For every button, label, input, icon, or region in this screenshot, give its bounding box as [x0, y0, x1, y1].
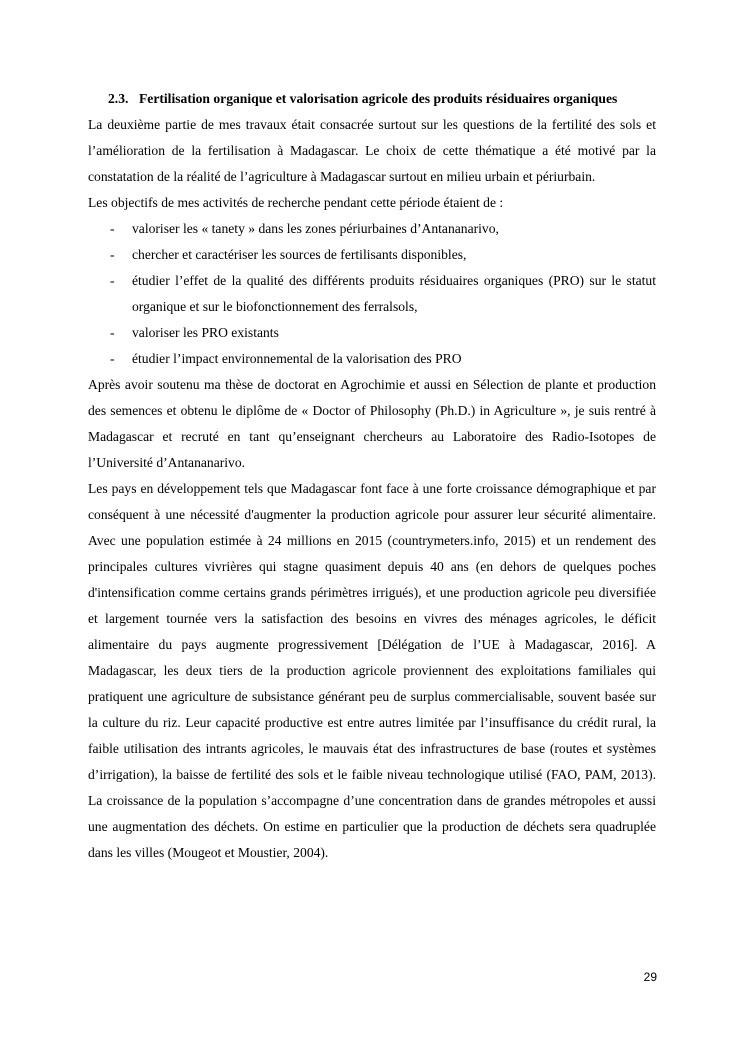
- list-dash: -: [110, 273, 115, 288]
- list-item: [88, 268, 656, 320]
- section-heading: [108, 86, 656, 112]
- background-paragraph: Après avoir soutenu ma thèse de doctorat en Agrochimie et aussi en Sélection de plante et production des semences et obtenu le diplôme de « Doctor of Philosophy (Ph.D.) in Agriculture », je suis rentré à Madagascar et recruté en tant qu’enseignant chercheurs au Laboratoire des Radio-Isotopes de l’Université d’Antananarivo.: [88, 377, 656, 470]
- page-number: 29: [643, 970, 657, 984]
- list-item-text: chercher et caractériser les sources de fertilisants disponibles,: [132, 247, 467, 262]
- list-item: [88, 242, 656, 268]
- list-item-text: valoriser les PRO existants: [132, 325, 279, 340]
- objectives-lead: Les objectifs de mes activités de recherche pendant cette période étaient de :: [88, 195, 504, 210]
- list-item-text: étudier l’effet de la qualité des différents produits résiduaires organiques (PRO) sur le statut organique et sur le biofonctionnement des ferralsols,: [132, 273, 656, 314]
- list-dash: -: [110, 325, 115, 340]
- list-dash: -: [110, 247, 115, 262]
- list-dash: -: [110, 221, 115, 236]
- section-title: Fertilisation organique et valorisation agricole des produits résiduaires organiques: [139, 91, 618, 106]
- list-item-text: valoriser les « tanety » dans les zones périurbaines d’Antananarivo,: [132, 221, 499, 236]
- list-item: [88, 320, 656, 346]
- objectives-list: [88, 216, 656, 372]
- list-item-text: étudier l’impact environnemental de la valorisation des PRO: [132, 351, 462, 366]
- intro-paragraph: La deuxième partie de mes travaux était consacrée surtout sur les questions de la fertilité des sols et l’amélioration de la fertilisation à Madagascar. Le choix de cette thématique a été motivé par la constatation de la réalité de l’agriculture à Madagascar surtout en milieu urbain et périurbain.: [88, 117, 656, 184]
- list-item: [88, 346, 656, 372]
- document-page: [88, 86, 656, 866]
- section-number: 2.3.: [108, 91, 129, 106]
- list-item: [88, 216, 656, 242]
- list-dash: -: [110, 351, 115, 366]
- context-paragraph: Les pays en développement tels que Madagascar font face à une forte croissance démographique et par conséquent à une nécessité d'augmenter la production agricole pour assurer leur sécurité alimentaire. Avec une population estimée à 24 millions en 2015 (countrymeters.info, 2015) et un rendement des principales cultures vivrières qui stagne quasiment depuis 40 ans (en dehors de quelques poches d'intensification comme certains grands périmètres irrigués), et une production agricole peu diversifiée et largement tournée vers la satisfaction des besoins en vivres des ménages agricoles, le déficit alimentaire du pays augmente progressivement [Délégation de l’UE à Madagascar, 2016]. A Madagascar, les deux tiers de la production agricole proviennent des exploitations familiales qui pratiquent une agriculture de subsistance générant peu de surplus commercialisable, souvent basée sur la culture du riz. Leur capacité productive est entre autres limitée par l’insuffisance du crédit rural, la faible utilisation des intrants agricoles, le mauvais état des infrastructures de base (routes et systèmes d’irrigation), la baisse de fertilité des sols et le faible niveau technologique utilisé (FAO, PAM, 2013). La croissance de la population s’accompagne d’une concentration dans de grandes métropoles et aussi une augmentation des déchets. On estime en particulier que la production de déchets sera quadruplée dans les villes (Mougeot et Moustier, 2004).: [88, 481, 656, 860]
